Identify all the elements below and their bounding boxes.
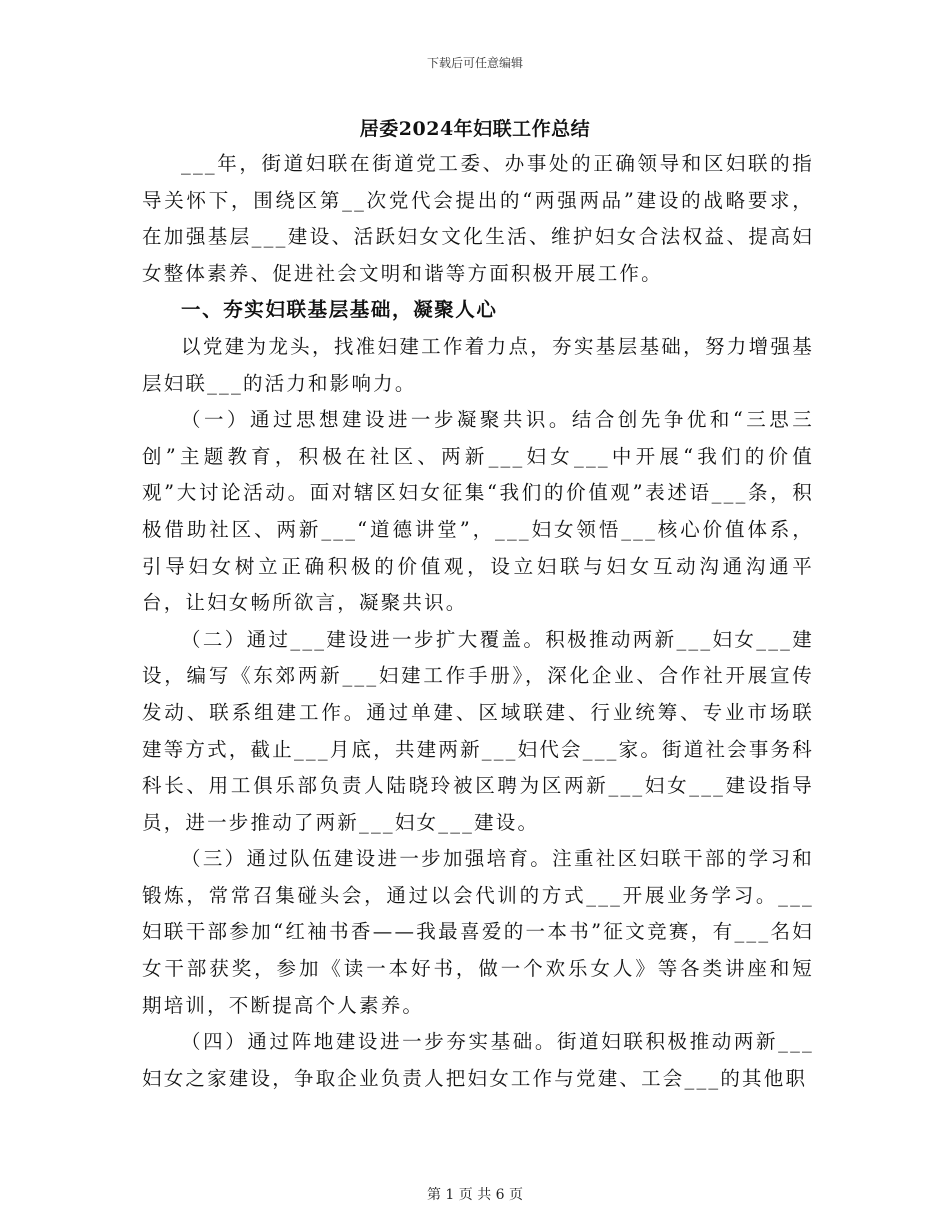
paragraph-section-1-intro: 以党建为龙头，找准妇建工作着力点，夯实基层基础，努力增强基层妇联___的活力和影响力。 <box>142 334 814 395</box>
header-note: 下载后可任意编辑 <box>426 56 523 70</box>
paragraph-item-1: （一）通过思想建设进一步凝聚共识。结合创先争优和“三思三创”主题教育，积极在社区、两新___妇女___中开展“我们的价值观”大讨论活动。面对辖区妇女征集“我们的价值观”表述语___条，积极借助社区、两新___“道德讲堂”，___妇女领悟___核心价值体系，引导妇女树立正确积极的价值观，设立妇联与妇女互动沟通沟通平台，让妇女畅所欲言，凝聚共识。 <box>142 408 814 615</box>
page-footer: 第 1 页 共 6 页 <box>426 1187 524 1203</box>
document-title: 居委2024年妇联工作总结 <box>359 118 591 140</box>
paragraph-intro: ___年，街道妇联在街道党工委、办事处的正确领导和区妇联的指导关怀下，围绕区第__次党代会提出的“两强两品”建设的战略要求，在加强基层___建设、活跃妇女文化生活、维护妇女合法权益、提高妇女整体素养、促进社会文明和谐等方面积极开展工作。 <box>142 152 814 285</box>
section-heading-1: 一、夯实妇联基层基础，凝聚人心 <box>181 298 498 322</box>
paragraph-item-2: （二）通过___建设进一步扩大覆盖。积极推动两新___妇女___建设，编写《东郊两新___妇建工作手册》，深化企业、合作社开展宣传发动、联系组建工作。通过单建、区域联建、行业统筹、专业市场联建等方式，截止___月底，共建两新___妇代会___家。街道社会事务科科长、用工俱乐部负责人陆晓玲被区聘为区两新___妇女___建设指导员，进一步推动了两新___妇女___建设。 <box>142 627 814 834</box>
document-body <box>142 146 814 1097</box>
paragraph-item-4: （四）通过阵地建设进一步夯实基础。街道妇联积极推动两新___妇女之家建设，争取企业负责人把妇女工作与党建、工会___的其他职 <box>142 1030 814 1090</box>
paragraph-item-3: （三）通过队伍建设进一步加强培育。注重社区妇联干部的学习和锻炼，常常召集碰头会，通过以会代训的方式___开展业务学习。___妇联干部参加“红袖书香——我最喜爱的一本书”征文竞赛，有___名妇女干部获奖，参加《读一本好书，做一个欢乐女人》等各类讲座和短期培训，不断提高个人素养。 <box>142 847 814 1017</box>
